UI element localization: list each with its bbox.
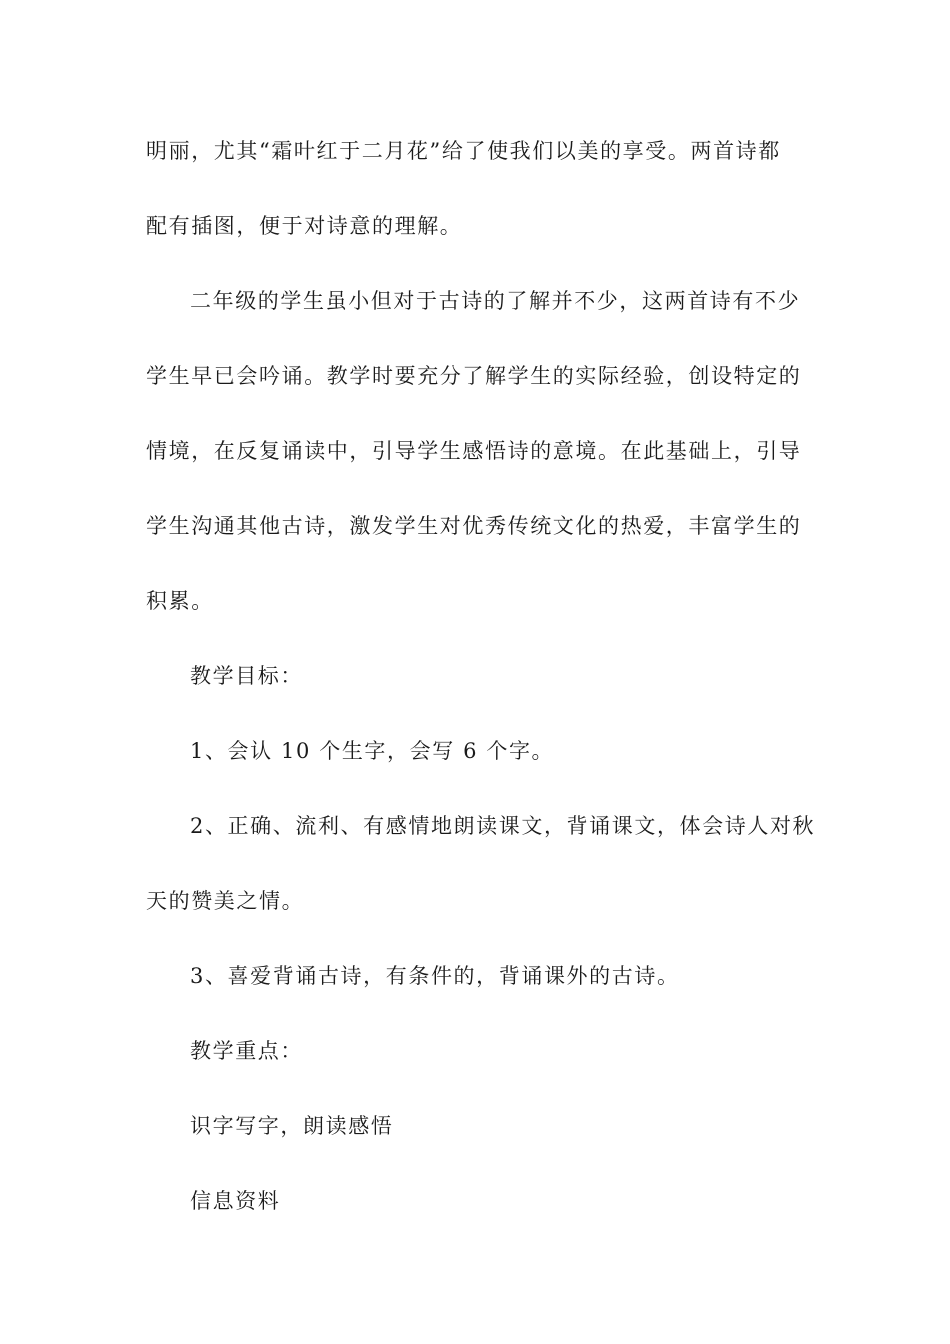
paragraph-1-line-1: 明丽，尤其“霜叶红于二月花”给了使我们以美的享受。两首诗都 bbox=[146, 139, 781, 163]
key-points-heading: 教学重点： bbox=[190, 1039, 303, 1063]
paragraph-2-line-2: 学生早已会吟诵。教学时要充分了解学生的实际经验，创设特定的 bbox=[146, 364, 802, 388]
paragraph-2-line-3: 情境，在反复诵读中，引导学生感悟诗的意境。在此基础上，引导 bbox=[146, 439, 802, 463]
goal-1: 1、会认 10 个生字，会写 6 个字。 bbox=[190, 739, 555, 763]
key-points: 识字写字，朗读感悟 bbox=[190, 1114, 394, 1138]
goals-heading: 教学目标： bbox=[190, 664, 303, 688]
goal-3: 3、喜爱背诵古诗，有条件的，背诵课外的古诗。 bbox=[190, 964, 680, 988]
paragraph-1-line-2: 配有插图，便于对诗意的理解。 bbox=[146, 214, 463, 238]
paragraph-2-line-1: 二年级的学生虽小但对于古诗的了解并不少，这两首诗有不少 bbox=[190, 289, 801, 313]
paragraph-2-line-5: 积累。 bbox=[146, 589, 214, 613]
goal-2-line-1: 2、正确、流利、有感情地朗读课文，背诵课文，体会诗人对秋 bbox=[190, 814, 816, 838]
goal-2-line-2: 天的赞美之情。 bbox=[146, 889, 305, 913]
paragraph-2-line-4: 学生沟通其他古诗，激发学生对优秀传统文化的热爱，丰富学生的 bbox=[146, 514, 802, 538]
resources-heading: 信息资料 bbox=[190, 1189, 281, 1213]
